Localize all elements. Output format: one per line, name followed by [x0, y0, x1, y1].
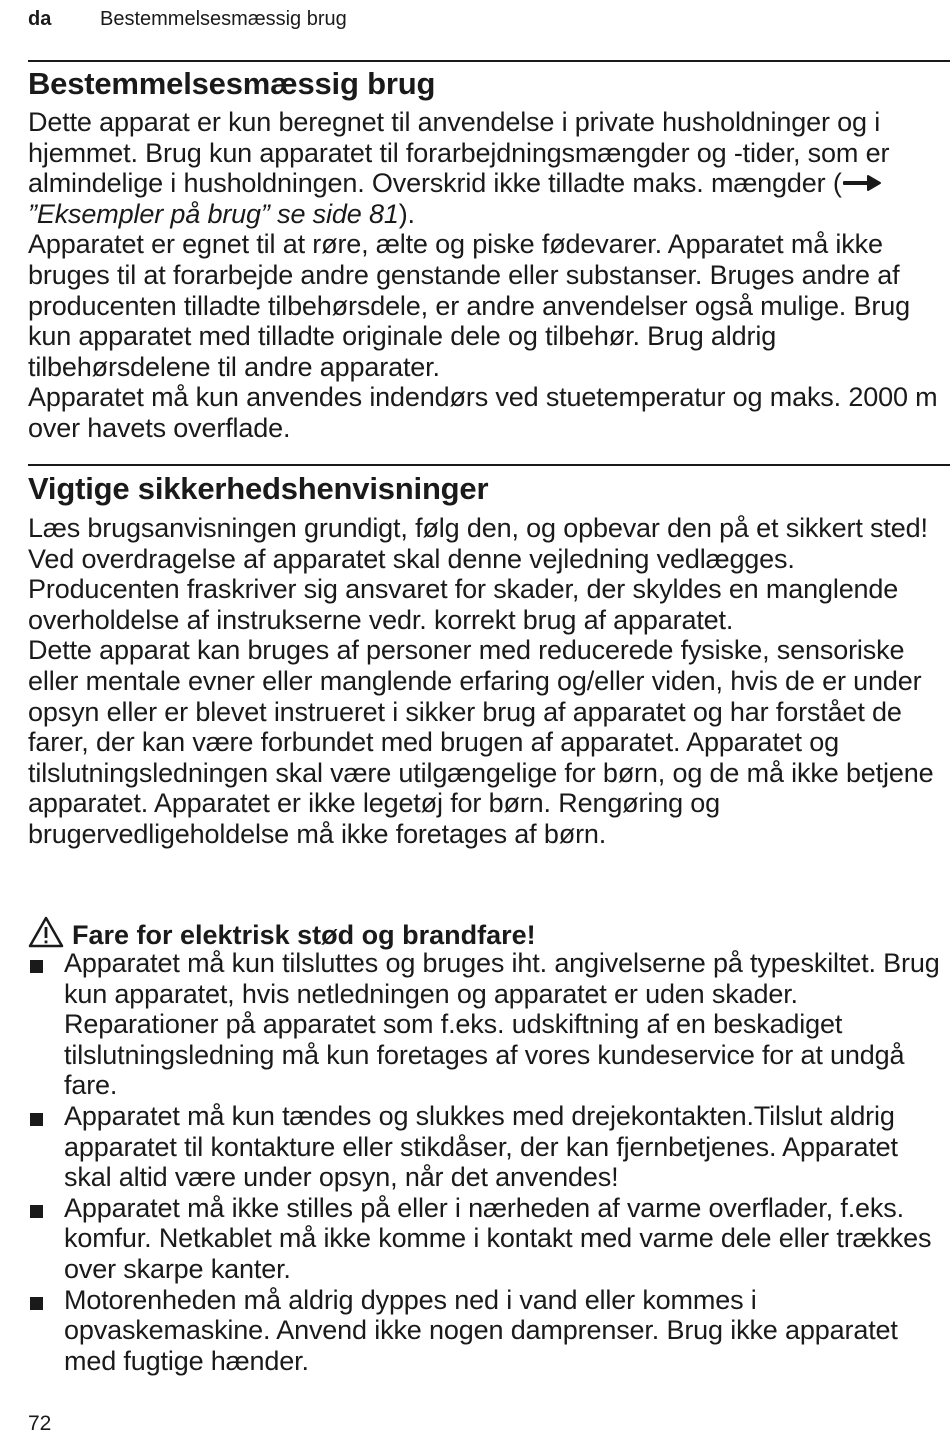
language-code: da — [28, 8, 52, 30]
square-bullet-icon — [30, 1113, 43, 1126]
section-title-safety: Vigtige sikkerhedshenvisninger — [28, 471, 489, 506]
arrow-right-icon — [842, 173, 882, 193]
header-section-title: Bestemmelsesmæssig brug — [100, 8, 347, 30]
warning-text: Fare for elektrisk stød og brandfare! — [72, 920, 536, 950]
paragraph: Dette apparat kan bruges af personer med reducerede fysiske, sensoriske eller mentale evner eller manglende erfaring og/eller viden, hvis de er under opsyn eller er blevet instrueret i sikker brug af apparatet og har forstået de farer, der kan være forbundet med brugen af apparatet. Apparatet og tilslutningsledningen skal være utilgængelige for børn, og de må ikke betjene apparatet. Apparatet er ikke legetøj for børn. Rengøring og brugervedligeholdelse må ikke foretages af børn. — [28, 635, 934, 849]
paragraph: Dette apparat er kun beregnet til anvendelse i private husholdninger og i hjemmet. Brug kun apparatet til forarbejdningsmængder og -tider, som er almindelige i husholdningen. Overskrid ikke tilladte maks. mængder (”Eksempler på brug” se side 81). — [28, 107, 890, 229]
list-item: Apparatet må kun tændes og slukkes med drejekontakten.Tilslut aldrig apparatet til kontakture eller stikdåser, der kan fjernbetjenes. Apparatet skal altid være under opsyn, når det anvendes! — [28, 1101, 946, 1193]
section-body-intended-use — [28, 107, 946, 444]
page-header — [28, 6, 347, 32]
section-title-intended-use: Bestemmelsesmæssig brug — [28, 66, 436, 101]
list-item: Motorenheden må aldrig dyppes ned i vand eller kommes i opvaskemaskine. Anvend ikke nogen damprenser. Brug ikke apparatet med fugtige hænder. — [28, 1285, 946, 1377]
warning-heading — [28, 916, 536, 952]
section-divider — [28, 60, 950, 62]
square-bullet-icon — [30, 960, 43, 973]
list-item: Apparatet må ikke stilles på eller i nærheden af varme overflader, f.eks. komfur. Netkablet må ikke komme i kontakt med varme dele eller trækkes over skarpe kanter. — [28, 1193, 946, 1285]
safety-bullet-list — [28, 948, 946, 1376]
section-divider — [28, 464, 950, 466]
cross-reference-page: 81 — [368, 198, 399, 229]
section-body-safety — [28, 513, 946, 850]
paragraph: Apparatet må kun anvendes indendørs ved stuetemperatur og maks. 2000 m over havets overflade. — [28, 382, 938, 443]
square-bullet-icon — [30, 1205, 43, 1218]
page-number: 72 — [28, 1412, 52, 1435]
list-item: Apparatet må kun tilsluttes og bruges iht. angivelserne på typeskiltet. Brug kun apparatet, hvis netledningen og apparatet er uden skader. Reparationer på apparatet som f.eks. udskiftning af en beskadiget tilslutningsledning må kun foretages af vores kundeservice for at undgå fare. — [28, 948, 946, 1101]
warning-triangle-icon — [28, 916, 64, 948]
cross-reference[interactable]: ”Eksempler på brug” se side 81 — [28, 198, 399, 229]
paragraph: Læs brugsanvisningen grundigt, følg den, og opbevar den på et sikkert sted! Ved overdragelse af apparatet skal denne vejledning vedlægges. Producenten fraskriver sig ansvaret for skader, der skyldes en manglende overholdelse af instrukserne vedr. korrekt brug af apparatet. — [28, 513, 928, 635]
square-bullet-icon — [30, 1297, 43, 1310]
paragraph: Apparatet er egnet til at røre, ælte og piske fødevarer. Apparatet må ikke bruges til at forarbejde andre genstande eller substanser. Bruges andre af producenten tilladte tilbehørsdele, er andre anvendelser også mulige. Brug kun apparatet med tilladte originale dele og tilbehør. Brug aldrig tilbehørsdelene til andre apparater. — [28, 229, 910, 382]
